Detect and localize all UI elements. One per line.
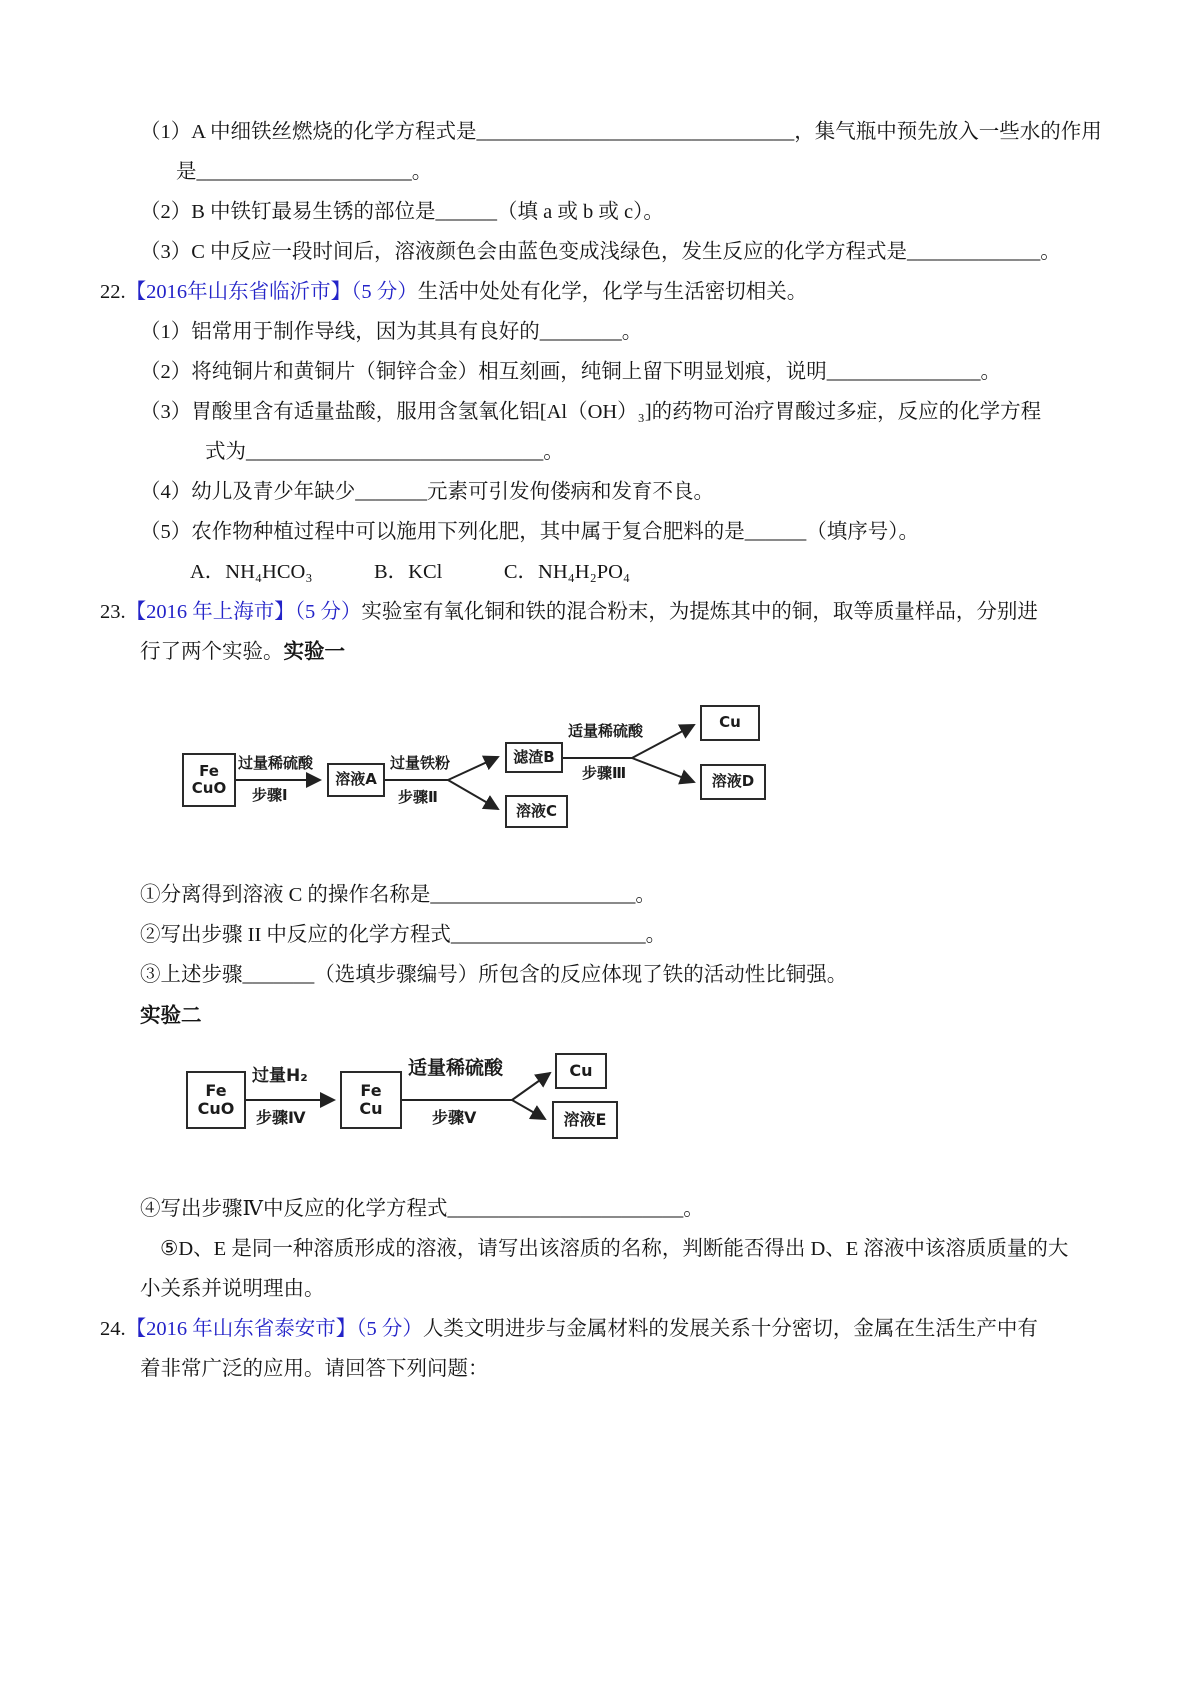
label-step3-reagent: 适量稀硫酸 [568, 722, 644, 740]
arrow-step5-to-cu [512, 1073, 550, 1100]
arrow-step3-to-solution-d [632, 758, 694, 782]
box-fe-cu-mixture: Fe Cu [340, 1071, 402, 1129]
q22-number: 22. [100, 281, 126, 303]
q24-intro-line1: 人类文明进步与金属材料的发展关系十分密切，金属在生活生产中有 [422, 1318, 1038, 1340]
q23-number: 23. [100, 601, 126, 623]
label-step2-reagent: 过量铁粉 [390, 754, 451, 772]
label-step1-reagent: 过量稀硫酸 [238, 754, 314, 772]
arrow-step2-to-residue-b [448, 757, 498, 780]
q21-item1-line1: （1）A 中细铁丝燃烧的化学方程式是_______________________________，集气瓶中预先放入一些水的作用 [140, 121, 1102, 143]
box-solution-a: 溶液A [327, 763, 385, 797]
label-step4-reagent: 过量H₂ [252, 1066, 308, 1086]
q24-number: 24. [100, 1318, 126, 1340]
box-copper-product-2: Cu [555, 1053, 607, 1089]
experiment1-flowchart [140, 696, 840, 841]
q23-item1: ①分离得到溶液 C 的操作名称是____________________。 [140, 884, 656, 906]
box-solution-d: 溶液D [700, 764, 766, 800]
label-step3: 步骤Ⅲ [582, 764, 627, 782]
q22-item3-line1: （3）胃酸里含有适量盐酸，服用含氢氧化铝[Al（OH）₃]的药物可治疗胃酸过多症，反应的化学方程 [140, 401, 1042, 423]
q24-source-citation: 【2016 年山东省泰安市】（5 分） [125, 1318, 423, 1340]
arrow-step2-to-solution-c [448, 780, 498, 809]
q21-item2: （2）B 中铁钉最易生锈的部位是______（填 a 或 b 或 c）。 [140, 201, 664, 223]
box-residue-b: 滤渣B [505, 742, 563, 773]
q22-intro-text: 生活中处处有化学，化学与生活密切相关。 [417, 281, 808, 303]
arrow-step5-to-solution-e [512, 1100, 545, 1119]
q24-intro-line2: 着非常广泛的应用。请回答下列问题： [140, 1358, 489, 1380]
q23-item3: ③上述步骤_______（选填步骤编号）所包含的反应体现了铁的活动性比铜强。 [140, 964, 848, 986]
box-fe-cuo-mixture: Fe CuO [182, 753, 236, 807]
q22-source-citation: 【2016年山东省临沂市】（5 分） [125, 281, 418, 303]
box-copper-product: Cu [700, 705, 760, 741]
box-fe-cuo-mixture-2: Fe CuO [186, 1071, 246, 1129]
label-step5-reagent: 适量稀硫酸 [408, 1057, 504, 1079]
experiment2-flowchart [140, 1043, 700, 1159]
q21-item3: （3）C 中反应一段时间后，溶液颜色会由蓝色变成浅绿色，发生反应的化学方程式是_____________。 [140, 241, 1061, 263]
box-solution-c: 溶液C [505, 795, 568, 828]
q23-item2: ②写出步骤 II 中反应的化学方程式___________________。 [140, 924, 667, 946]
q22-item1: （1）铝常用于制作导线，因为其具有良好的________。 [140, 321, 643, 343]
q23-item5-line1: ⑤D、E 是同一种溶质形成的溶液，请写出该溶质的名称，判断能否得出 D、E 溶液中该溶质质量的大 [160, 1238, 1069, 1260]
q23-intro-line2 [140, 632, 1200, 672]
q23-experiment2-label: 实验二 [140, 1003, 202, 1027]
q22-item2: （2）将纯铜片和黄铜片（铜锌合金）相互刻画，纯铜上留下明显划痕，说明_______________。 [140, 361, 1001, 383]
q22-heading [100, 272, 1200, 312]
q23-item4: ④写出步骤Ⅳ中反应的化学方程式_______________________。 [140, 1198, 704, 1220]
q24-heading [100, 1309, 1200, 1349]
q23-heading [100, 592, 1200, 632]
q23-item5-line2: 小关系并说明理由。 [140, 1278, 325, 1300]
q23-experiment1-label: 实验一 [283, 641, 345, 663]
q21-item1-line2: 是_____________________。 [176, 161, 433, 183]
label-step2: 步骤Ⅱ [398, 788, 438, 806]
q23-intro-line1: 实验室有氧化铜和铁的混合粉末，为提炼其中的铜，取等质量样品，分别进 [361, 601, 1038, 623]
label-step4: 步骤Ⅳ [256, 1108, 306, 1127]
label-step5: 步骤Ⅴ [432, 1108, 477, 1127]
box-solution-e: 溶液E [552, 1101, 618, 1139]
q22-item3-line2: 式为_____________________________。 [205, 441, 564, 463]
q22-options: A．NH₄HCO₃ B．KCl C．NH₄H₂PO₄ [190, 561, 631, 583]
q23-intro-line2-text: 行了两个实验。 [140, 641, 284, 663]
q22-item4: （4）幼儿及青少年缺少_______元素可引发佝偻病和发育不良。 [140, 481, 714, 503]
q22-item5: （5）农作物种植过程中可以施用下列化肥，其中属于复合肥料的是______（填序号）。 [140, 521, 919, 543]
label-step1: 步骤Ⅰ [252, 786, 288, 804]
q23-source-citation: 【2016 年上海市】（5 分） [125, 601, 362, 623]
